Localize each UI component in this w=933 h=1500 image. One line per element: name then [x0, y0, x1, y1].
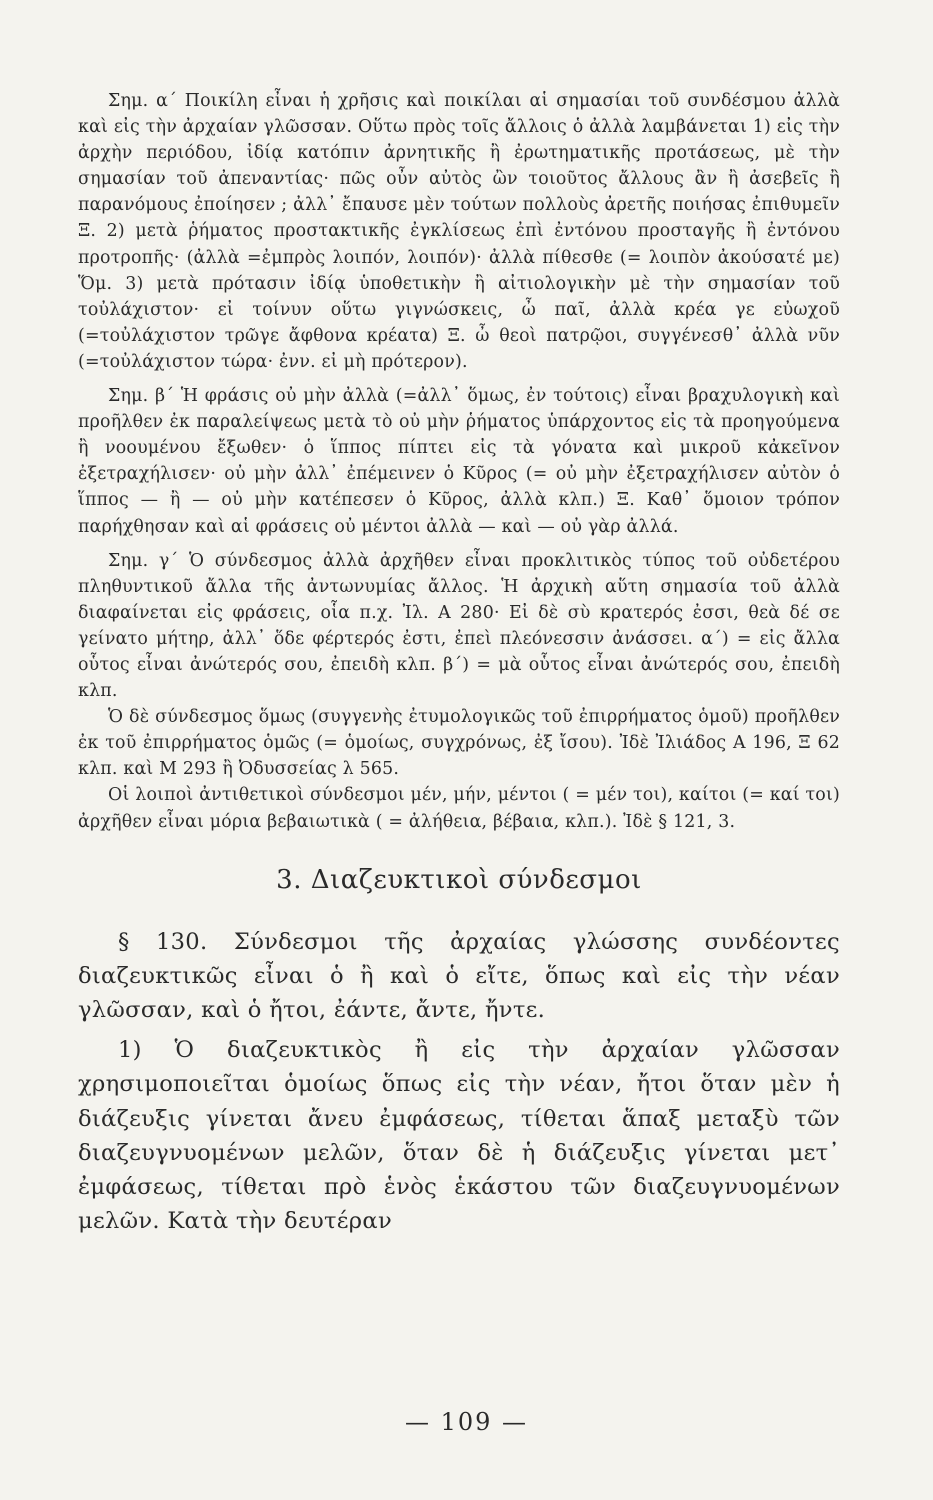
section-title: 3. Διαζευκτικοὶ σύνδεσμοι [276, 864, 642, 895]
note-beta: Σημ. β΄ Ἡ φράσις οὐ μὴν ἀλλὰ (=ἀλλ᾽ ὅμως, ἐν τούτοις) εἶναι βραχυλογικὴ καὶ προῆλθεν ἐκ παραλείψεως μετὰ τὸ οὐ μὴν ῥήματος ὑπάρχοντος εἰς τὰ προηγούμενα ἢ νοουμένου ἔξωθεν· ὁ ἵππος πίπτει εἰς τὰ γόνατα καὶ μικροῦ κἀκεῖνον ἐξετραχήλισεν· οὐ μὴν ἀλλ᾽ ἐπέμεινεν ὁ Κῦρος (= οὐ μὴν ἐξετραχήλισεν αὐτὸν ὁ ἵππος — ἢ — οὐ μὴν κατέπεσεν ὁ Κῦρος, ἀλλὰ κλπ.) Ξ. Καθ᾽ ὅμοιον τρόπον παρήχθησαν καὶ αἱ φράσεις οὐ μέντοι ἀλλὰ — καὶ — οὐ γὰρ ἀλλά. [78, 386, 840, 537]
body-block [78, 925, 840, 1239]
note-omos: Ὁ δὲ σύνδεσμος ὅμως (συγγενὴς ἐτυμολογικῶς τοῦ ἐπιρρήματος ὁμοῦ) προῆλθεν ἐκ τοῦ ἐπιρρήματος ὁμῶς (= ὁμοίως, συγχρόνως, ἐξ ἴσου). Ἰδὲ Ἰλιάδος Α 196, Ξ 62 κλπ. καὶ Μ 293 ἢ Ὀδυσσείας λ 565. [78, 707, 840, 780]
paragraph-disjunctive-e: 1) Ὁ διαζευκτικὸς ἢ εἰς τὴν ἀρχαίαν γλῶσσαν χρησιμοποιεῖται ὁμοίως ὅπως εἰς τὴν νέαν, ἤτοι ὅταν μὲν ἡ διάζευξις γίνεται ἄνευ ἐμφάσεως, τίθεται ἅπαξ μεταξὺ τῶν διαζευγνυομένων μελῶν, ὅταν δὲ ἡ διάζευξις γίνεται μετ᾽ ἐμφάσεως, τίθεται πρὸ ἑνὸς ἑκάστου τῶν διαζευγνυομένων μελῶν. Κατὰ τὴν δευτέραν [78, 1037, 840, 1235]
page-number: — 109 — [404, 1408, 529, 1436]
notes-block [78, 88, 840, 835]
page-content [78, 88, 840, 1238]
note-gamma: Σημ. γ΄ Ὁ σύνδεσμος ἀλλὰ ἀρχῆθεν εἶναι προκλιτικὸς τύπος τοῦ οὐδετέρου πληθυντικοῦ ἄλλα τῆς ἀντωνυμίας ἄλλος. Ἡ ἀρχικὴ αὕτη σημασία τοῦ ἀλλὰ διαφαίνεται εἰς φράσεις, οἷα π.χ. Ἰλ. Α 280· Εἰ δὲ σὺ κρατερός ἐσσι, θεὰ δέ σε γείνατο μήτηρ, ἀλλ᾽ ὅδε φέρτερός ἐστι, ἐπεὶ πλεόνεσσιν ἀνάσσει. α΄) = εἰς ἄλλα οὗτος εἶναι ἀνώτερός σου, ἐπειδὴ κλπ. β΄) = μὰ οὗτος εἶναι ἀνώτερός σου, ἐπειδὴ κλπ. [78, 550, 840, 702]
note-other-conjunctions: Οἱ λοιποὶ ἀντιθετικοὶ σύνδεσμοι μέν, μήν, μέντοι ( = μέν τοι), καίτοι (= καί τοι) ἀρχῆθεν εἶναι μόρια βεβαιωτικὰ ( = ἀλήθεια, βέβαια, κλπ.). Ἰδὲ § 121, 3. [78, 785, 840, 832]
note-alpha: Σημ. α΄ Ποικίλη εἶναι ἡ χρῆσις καὶ ποικίλαι αἱ σημασίαι τοῦ συνδέσμου ἀλλὰ καὶ εἰς τὴν ἀρχαίαν γλῶσσαν. Οὕτω πρὸς τοῖς ἄλλοις ὁ ἀλλὰ λαμβάνεται 1) εἰς τὴν ἀρχὴν περιόδου, ἰδίᾳ κατόπιν ἀρνητικῆς ἢ ἐρωτηματικῆς προτάσεως, μὲ τὴν σημασίαν τοῦ ἀπεναντίας· πῶς οὖν αὐτὸς ὢν τοιοῦτος ἄλλους ἂν ἢ ἀσεβεῖς ἢ παρανόμους ἐποίησεν ; ἀλλ᾽ ἔπαυσε μὲν τούτων πολλοὺς ἀρετῆς ποιήσας ἐπιθυμεῖν Ξ. 2) μετὰ ῥήματος προστακτικῆς ἐγκλίσεως ἐπὶ ἐντόνου προσταγῆς ἢ ἐντόνου προτροπῆς· (ἀλλὰ =ἐμπρὸς λοιπόν, λοιπόν)· ἀλλὰ πίθεσθε (= λοιπὸν ἀκούσατέ με) Ὅμ. 3) μετὰ πρότασιν ἰδίᾳ ὑποθετικὴν ἢ αἰτιολογικὴν μὲ τὴν σημασίαν τοῦ τοὐλάχιστον· εἰ τοίνυν οὕτω γιγνώσκεις, ὦ παῖ, ἀλλὰ κρέα γε εὐωχοῦ (=τοὐλάχιστον τρῶγε ἄφθονα κρέατα) Ξ. ὦ θεοὶ πατρῷοι, συγγένεσθ᾽ ἀλλὰ νῦν (=τοὐλάχιστον τώρα· ἐνν. εἰ μὴ πρότερον). [78, 91, 840, 372]
paragraph-130: § 130. Σύνδεσμοι τῆς ἀρχαίας γλώσσης συνδέοντες διαζευκτικῶς εἶναι ὁ ἢ καὶ ὁ εἴτε, ὅπως καὶ εἰς τὴν νέαν γλῶσσαν, καὶ ὁ ἤτοι, ἐάντε, ἄντε, ἤντε. [78, 928, 840, 1024]
